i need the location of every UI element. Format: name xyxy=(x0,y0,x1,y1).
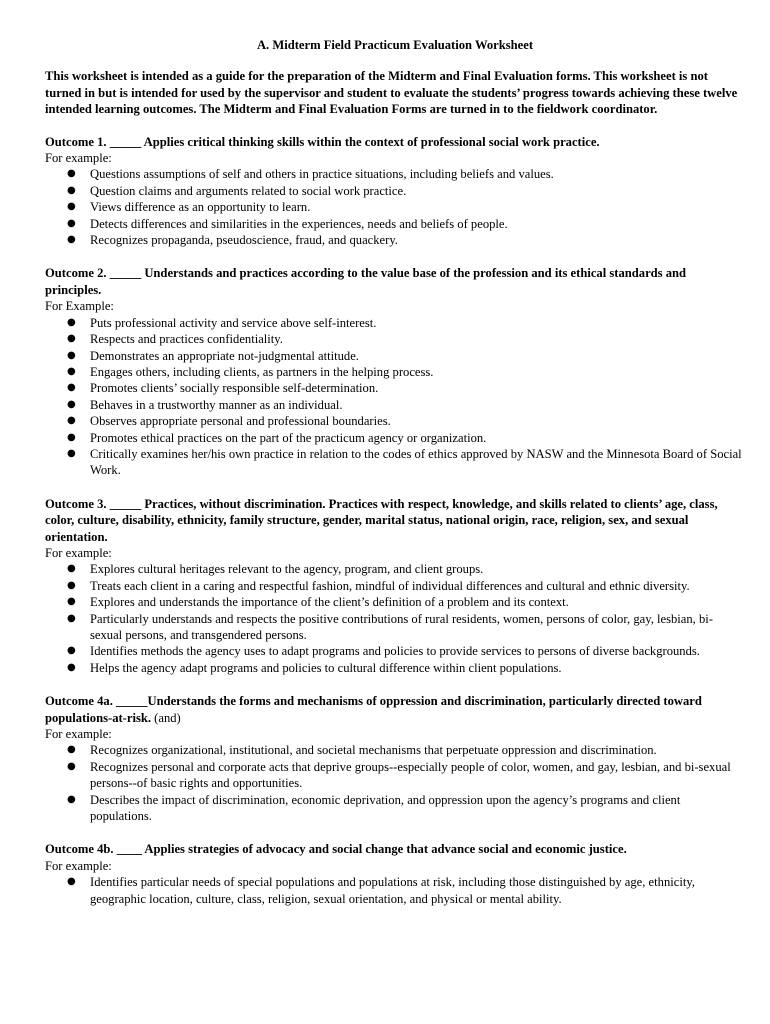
list-item xyxy=(45,430,745,446)
example-list xyxy=(45,315,745,479)
bullet-icon: ● xyxy=(67,333,76,345)
bullet-icon: ● xyxy=(67,596,76,608)
list-item xyxy=(45,166,745,182)
list-item xyxy=(45,331,745,347)
list-item-text: Promotes ethical practices on the part of the practicum agency or organization. xyxy=(90,430,487,445)
list-item xyxy=(45,183,745,199)
list-item-text: Recognizes personal and corporate acts that deprive groups--especially people of color, women, and gay, lesbian, and bi-sexual persons--of basic rights and opportunities. xyxy=(90,759,731,791)
outcome-heading-text: Outcome 1. _____ Applies critical thinking skills within the context of professional social work practice. xyxy=(45,134,600,149)
list-item-text: Treats each client in a caring and respectful fashion, mindful of individual differences and cultural and ethnic diversity. xyxy=(90,578,690,593)
bullet-icon: ● xyxy=(67,563,76,575)
list-item-text: Recognizes organizational, institutional, and societal mechanisms that perpetuate oppression and discrimination. xyxy=(90,743,657,758)
list-item xyxy=(45,315,745,331)
example-list xyxy=(45,166,745,248)
example-label: For example: xyxy=(45,858,112,873)
list-item-text: Questions assumptions of self and others in practice situations, including beliefs and values. xyxy=(90,167,554,182)
worksheet-page xyxy=(45,37,745,924)
list-item-text: Particularly understands and respects the positive contributions of rural residents, women, persons of color, gay, lesbian, bi-sexual persons, and transgendered persons. xyxy=(90,611,713,642)
list-item-text: Identifies methods the agency uses to adapt programs and policies to provide services to persons of diverse backgrounds. xyxy=(90,644,700,659)
list-item-text: Identifies particular needs of special populations and populations at risk, including those distinguished by age, ethnicity, geographic location, culture, class, religion, sexual orientation, and physical or mental ability. xyxy=(90,875,695,906)
list-item-text: Explores cultural heritages relevant to the agency, program, and client groups. xyxy=(90,562,484,577)
bullet-icon: ● xyxy=(67,661,76,673)
list-item xyxy=(45,397,745,413)
list-item xyxy=(45,792,745,825)
bullet-icon: ● xyxy=(67,447,76,459)
outcome-section xyxy=(45,496,745,676)
example-label: For example: xyxy=(45,727,112,742)
outcome-heading xyxy=(45,134,745,150)
list-item-text: Question claims and arguments related to social work practice. xyxy=(90,183,407,198)
bullet-icon: ● xyxy=(67,168,76,180)
list-item-text: Puts professional activity and service above self-interest. xyxy=(90,315,377,330)
list-item xyxy=(45,578,745,594)
outcome-section xyxy=(45,841,745,907)
outcome-section xyxy=(45,134,745,249)
bullet-icon: ● xyxy=(67,201,76,213)
list-item-text: Recognizes propaganda, pseudoscience, fraud, and quackery. xyxy=(90,233,398,248)
bullet-icon: ● xyxy=(67,760,76,772)
bullet-icon: ● xyxy=(67,876,76,888)
example-label: For example: xyxy=(45,545,112,560)
bullet-icon: ● xyxy=(67,234,76,246)
example-label: For example: xyxy=(45,151,112,166)
outcome-heading xyxy=(45,265,745,298)
list-item-text: Demonstrates an appropriate not-judgmental attitude. xyxy=(90,348,359,363)
bullet-icon: ● xyxy=(67,398,76,410)
list-item-text: Helps the agency adapt programs and policies to cultural difference within client populations. xyxy=(90,660,562,675)
bullet-icon: ● xyxy=(67,793,76,805)
bullet-icon: ● xyxy=(67,316,76,328)
list-item xyxy=(45,199,745,215)
bullet-icon: ● xyxy=(67,612,76,624)
outcome-section xyxy=(45,265,745,478)
bullet-icon: ● xyxy=(67,365,76,377)
list-item xyxy=(45,348,745,364)
outcome-section xyxy=(45,693,745,824)
outcomes-list xyxy=(45,134,745,907)
bullet-icon: ● xyxy=(67,349,76,361)
bullet-icon: ● xyxy=(67,415,76,427)
example-list xyxy=(45,561,745,676)
list-item-text: Observes appropriate personal and professional boundaries. xyxy=(90,414,391,429)
outcome-heading-suffix: (and) xyxy=(151,710,181,725)
list-item xyxy=(45,561,745,577)
bullet-icon: ● xyxy=(67,744,76,756)
list-item-text: Respects and practices confidentiality. xyxy=(90,332,283,347)
bullet-icon: ● xyxy=(67,217,76,229)
bullet-icon: ● xyxy=(67,645,76,657)
list-item-text: Promotes clients’ socially responsible self-determination. xyxy=(90,381,379,396)
list-item xyxy=(45,643,745,659)
list-item xyxy=(45,413,745,429)
page-title: A. Midterm Field Practicum Evaluation Worksheet xyxy=(256,38,534,52)
example-label: For Example: xyxy=(45,299,114,314)
list-item xyxy=(45,216,745,232)
list-item xyxy=(45,759,745,792)
list-item-text: Behaves in a trustworthy manner as an individual. xyxy=(90,397,343,412)
list-item-text: Describes the impact of discrimination, economic deprivation, and oppression upon the agency’s programs and client populations. xyxy=(90,792,681,824)
list-item xyxy=(45,594,745,610)
list-item-text: Engages others, including clients, as partners in the helping process. xyxy=(90,364,434,379)
outcome-heading-text: Outcome 4b. ____ Applies strategies of advocacy and social change that advance social and economic justice. xyxy=(45,842,627,857)
example-list xyxy=(45,874,745,907)
list-item-text: Explores and understands the importance of the client’s definition of a problem and its context. xyxy=(90,595,569,610)
list-item-text: Critically examines her/his own practice in relation to the codes of ethics approved by NASW and the Minnesota Board of Social Work. xyxy=(90,446,742,478)
example-list xyxy=(45,742,745,824)
outcome-heading xyxy=(45,693,745,726)
bullet-icon: ● xyxy=(67,382,76,394)
bullet-icon: ● xyxy=(67,579,76,591)
intro-paragraph: This worksheet is intended as a guide for the preparation of the Midterm and Final Evaluation forms. This worksheet is not turned in but is intended for used by the supervisor and student to evaluate the students’ progress towards achieving these twelve intended learning outcomes. The Midterm and Final Evaluation Forms are turned in to the fieldwork coordinator. xyxy=(45,69,738,117)
list-item xyxy=(45,364,745,380)
list-item xyxy=(45,874,745,907)
list-item xyxy=(45,232,745,248)
outcome-heading-text: Outcome 3. _____ Practices, without discrimination. Practices with respect, knowledge, and skills related to clients’ age, class, color, culture, disability, ethnicity, family structure, gender, marital status, national origin, race, religion, sex, and sexual orientation. xyxy=(45,496,718,544)
list-item-text: Views difference as an opportunity to learn. xyxy=(90,200,311,215)
list-item-text: Detects differences and similarities in the experiences, needs and beliefs of people. xyxy=(90,216,508,231)
list-item xyxy=(45,611,745,644)
bullet-icon: ● xyxy=(67,184,76,196)
list-item xyxy=(45,380,745,396)
outcome-heading xyxy=(45,841,745,857)
list-item xyxy=(45,446,745,479)
outcome-heading xyxy=(45,496,745,545)
outcome-heading-text: Outcome 2. _____ Understands and practices according to the value base of the profession and its ethical standards and principles. xyxy=(45,266,687,297)
outcome-heading-text: Outcome 4a. _____Understands the forms and mechanisms of oppression and discrimination, particularly directed toward populations-at-risk. xyxy=(45,694,702,725)
list-item xyxy=(45,742,745,758)
bullet-icon: ● xyxy=(67,431,76,443)
list-item xyxy=(45,660,745,676)
